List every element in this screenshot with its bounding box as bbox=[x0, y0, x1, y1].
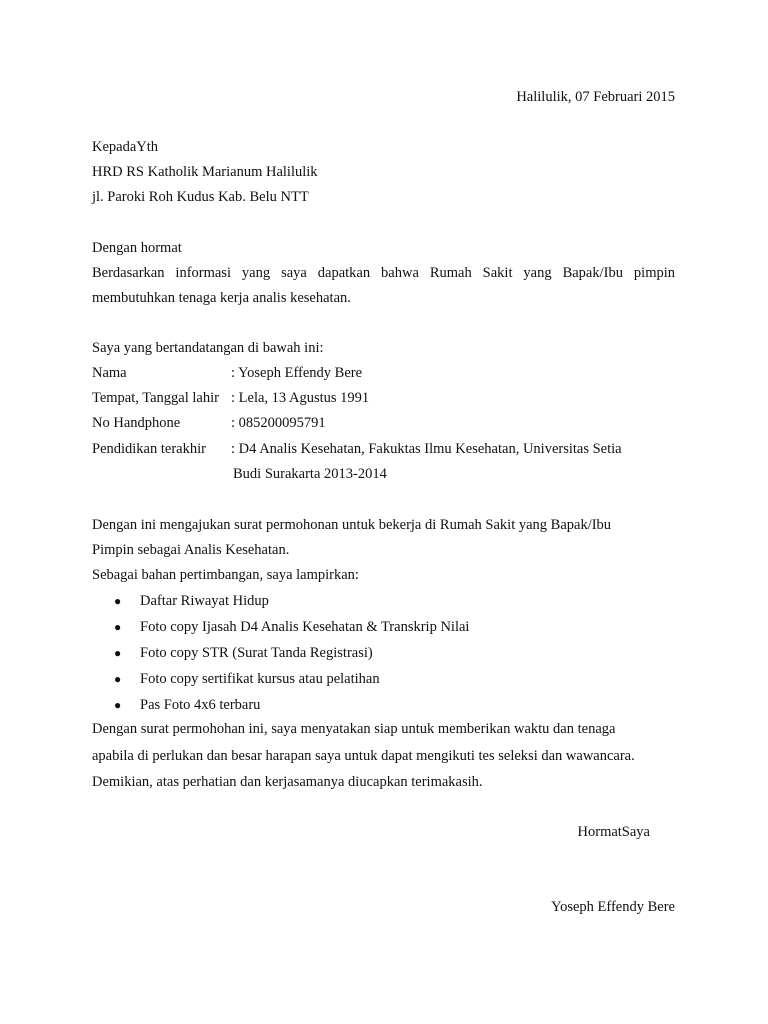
attachments-intro: Sebagai bahan pertimbangan, saya lampirkan: bbox=[92, 567, 359, 583]
list-item: Daftar Riwayat Hidup bbox=[140, 593, 269, 609]
request-line-2: Pimpin sebagai Analis Kesehatan. bbox=[92, 542, 290, 558]
bullet-icon: ● bbox=[114, 698, 122, 712]
name-value: : Yoseph Effendy Bere bbox=[231, 365, 363, 381]
bullet-icon: ● bbox=[114, 594, 122, 608]
letter-date: Halilulik, 07 Februari 2015 bbox=[516, 89, 675, 105]
education-value-line-2: Budi Surakarta 2013-2014 bbox=[233, 466, 387, 482]
name-label: Nama bbox=[92, 365, 127, 381]
request-line-1: Dengan ini mengajukan surat permohonan untuk bekerja di Rumah Sakit yang Bapak/Ibu bbox=[92, 517, 612, 533]
list-item: Pas Foto 4x6 terbaru bbox=[140, 697, 261, 713]
education-value-line-1: : D4 Analis Kesehatan, Fakuktas Ilmu Kesehatan, Universitas Setia bbox=[231, 441, 622, 457]
bullet-icon: ● bbox=[114, 620, 122, 634]
list-item: Foto copy sertifikat kursus atau pelatihan bbox=[140, 671, 380, 687]
intro-line-2: membutuhkan tenaga kerja analis kesehatan. bbox=[92, 290, 351, 306]
birth-value: : Lela, 13 Agustus 1991 bbox=[231, 390, 370, 406]
recipient-line-3: jl. Paroki Roh Kudus Kab. Belu NTT bbox=[92, 189, 309, 205]
undersigned-text: Saya yang bertandatangan di bawah ini: bbox=[92, 340, 324, 356]
regards-text: HormatSaya bbox=[577, 824, 650, 840]
bullet-icon: ● bbox=[114, 672, 122, 686]
salutation: Dengan hormat bbox=[92, 240, 182, 256]
list-item: Foto copy Ijasah D4 Analis Kesehatan & Transkrip Nilai bbox=[140, 619, 470, 635]
closing-line-2: apabila di perlukan dan besar harapan saya untuk dapat mengikuti tes seleksi dan wawancara. bbox=[92, 748, 635, 764]
intro-line-1: Berdasarkan informasi yang saya dapatkan bahwa Rumah Sakit yang Bapak/Ibu pimpin bbox=[92, 265, 675, 281]
signature-name: Yoseph Effendy Bere bbox=[551, 899, 675, 915]
list-item: Foto copy STR (Surat Tanda Registrasi) bbox=[140, 645, 373, 661]
closing-line-1: Dengan surat permohohan ini, saya menyatakan siap untuk memberikan waktu dan tenaga bbox=[92, 721, 616, 737]
bullet-icon: ● bbox=[114, 646, 122, 660]
phone-label: No Handphone bbox=[92, 415, 181, 431]
closing-line-3: Demikian, atas perhatian dan kerjasamanya diucapkan terimakasih. bbox=[92, 774, 483, 790]
recipient-line-2: HRD RS Katholik Marianum Halilulik bbox=[92, 164, 318, 180]
phone-value: : 085200095791 bbox=[231, 415, 326, 431]
recipient-line-1: KepadaYth bbox=[92, 139, 159, 155]
birth-label: Tempat, Tanggal lahir bbox=[92, 390, 219, 406]
education-label: Pendidikan terakhir bbox=[92, 441, 206, 457]
